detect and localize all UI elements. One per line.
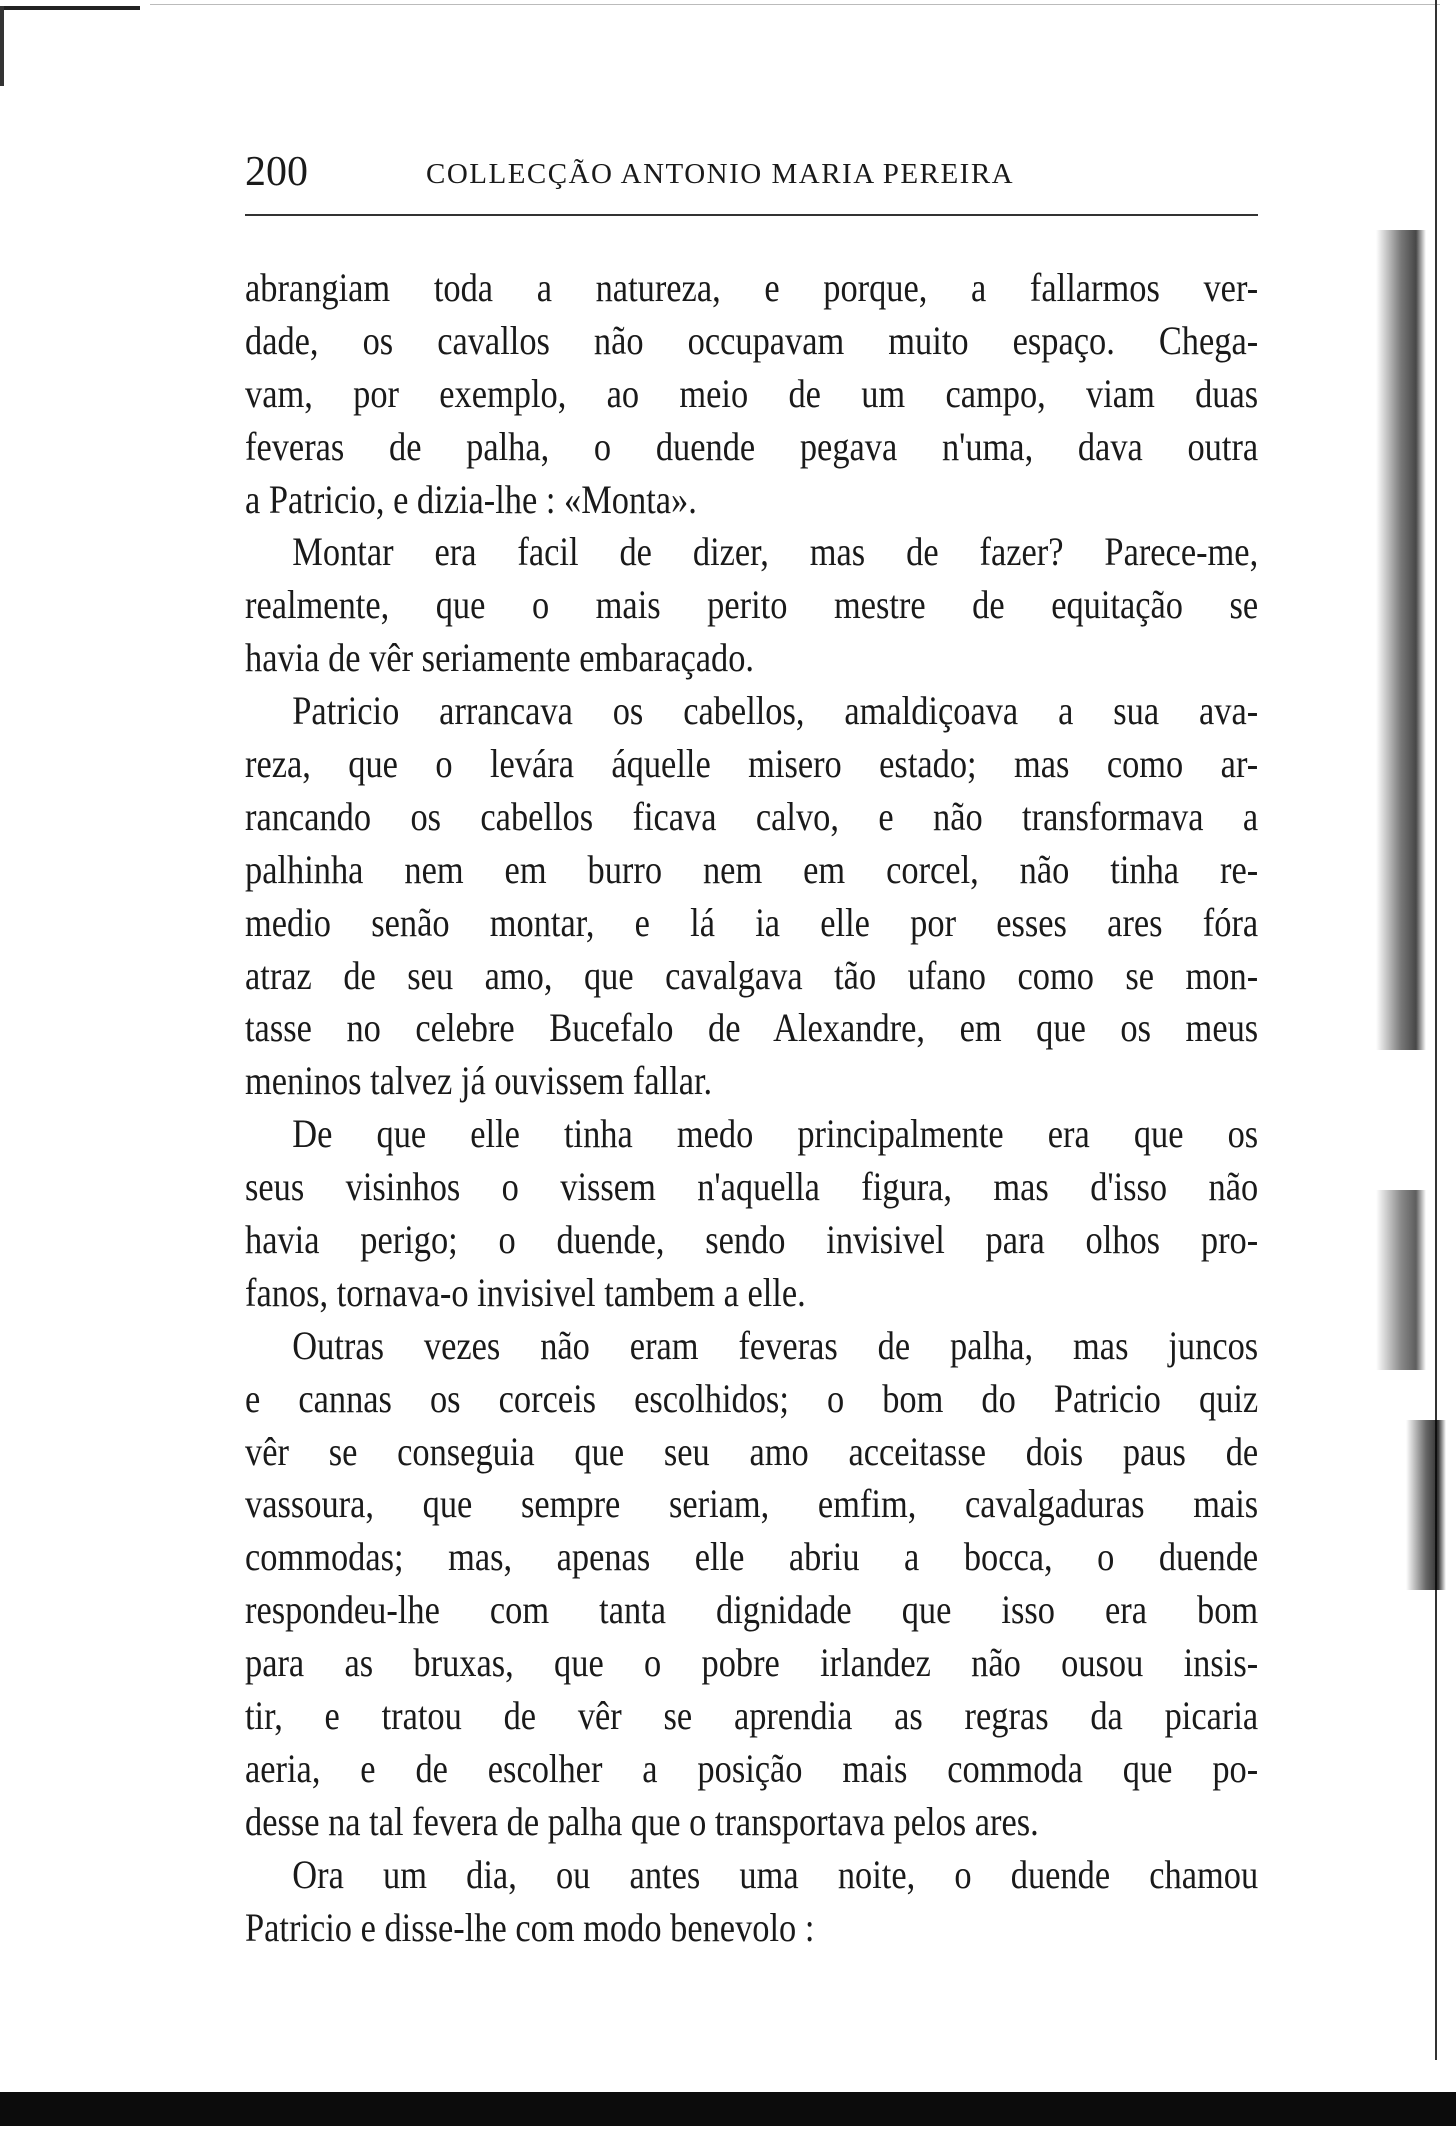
paragraph [245,262,1258,526]
text-line: medio senão montar, e lá ia elle por esses ares fóra [245,899,1259,945]
text-line: Ora um dia, ou antes uma noite, o duende chamou [292,1851,1259,1897]
text-line: havia perigo; o duende, sendo invisivel para olhos pro- [245,1217,1259,1263]
text-line: seus visinhos o vissem n'aquella figura, mas d'isso não [245,1164,1259,1210]
text-line: De que elle tinha medo principalmente era que os [292,1111,1259,1157]
text-line: vassoura, que sempre seriam, emfim, cavalgaduras mais [245,1481,1259,1527]
text-line: fanos, tornava-o invisivel tambem a elle. [245,1269,806,1315]
scan-shadow [1376,230,1426,1050]
text-line: Patricio arrancava os cabellos, amaldiçoava a sua ava- [292,688,1259,734]
text-line: Montar era facil de dizer, mas de fazer? Parece-me, [292,529,1259,575]
text-line: aeria, e de escolher a posição mais commoda que po- [245,1745,1259,1791]
scan-bottom-edge [0,2092,1456,2126]
text-line: vam, por exemplo, ao meio de um campo, viam duas [245,370,1259,416]
running-title: COLLECÇÃO ANTONIO MARIA PEREIRA [426,158,1015,190]
scan-shadow [1406,1420,1446,1590]
paragraph [245,1108,1258,1320]
scan-top-edge [150,4,1440,5]
text-line: havia de vêr seriamente embaraçado. [245,635,755,681]
text-line: feveras de palha, o duende pegava n'uma, dava outra [245,423,1259,469]
body-text [245,262,1258,1955]
text-line: Outras vezes não eram feveras de palha, mas juncos [292,1322,1259,1368]
paragraph [245,685,1258,1108]
paragraph [245,1320,1258,1849]
scan-corner-mark [0,6,4,86]
text-line: meninos talvez já ouvissem fallar. [245,1058,713,1104]
text-line: palhinha nem em burro nem em corcel, não tinha re- [245,846,1259,892]
text-line: respondeu-lhe com tanta dignidade que isso era bom [245,1587,1259,1633]
scan-right-edge [1435,0,1437,2060]
header-rule [245,214,1258,216]
text-line: tasse no celebre Bucefalo de Alexandre, em que os meus [245,1005,1259,1051]
paragraph [245,526,1258,685]
page-header [245,148,1258,196]
text-line: dade, os cavallos não occupavam muito espaço. Chega- [245,317,1259,363]
scan-shadow [1376,1190,1426,1370]
text-line: realmente, que o mais perito mestre de equitação se [245,582,1259,628]
text-line: commodas; mas, apenas elle abriu a bocca, o duende [245,1534,1259,1580]
text-line: abrangiam toda a natureza, e porque, a fallarmos ver- [245,265,1259,310]
text-line: a Patricio, e dizia-lhe : «Monta». [245,476,697,522]
text-line: tir, e tratou de vêr se aprendia as regras da picaria [245,1693,1259,1739]
text-line: desse na tal fevera de palha que o transportava pelos ares. [245,1798,1039,1844]
text-line: reza, que o levára áquelle misero estado; mas como ar- [245,741,1259,787]
text-line: Patricio e disse-lhe com modo benevolo : [245,1904,815,1950]
scan-corner-mark [0,6,140,10]
page-number: 200 [245,149,308,195]
text-line: atraz de seu amo, que cavalgava tão ufano como se mon- [245,952,1259,998]
text-line: vêr se conseguia que seu amo acceitasse dois paus de [245,1428,1259,1474]
paragraph [245,1849,1258,1955]
text-line: e cannas os corceis escolhidos; o bom do Patricio quiz [245,1375,1259,1421]
text-line: para as bruxas, que o pobre irlandez não ousou insis- [245,1640,1259,1686]
text-line: rancando os cabellos ficava calvo, e não transformava a [245,793,1259,839]
